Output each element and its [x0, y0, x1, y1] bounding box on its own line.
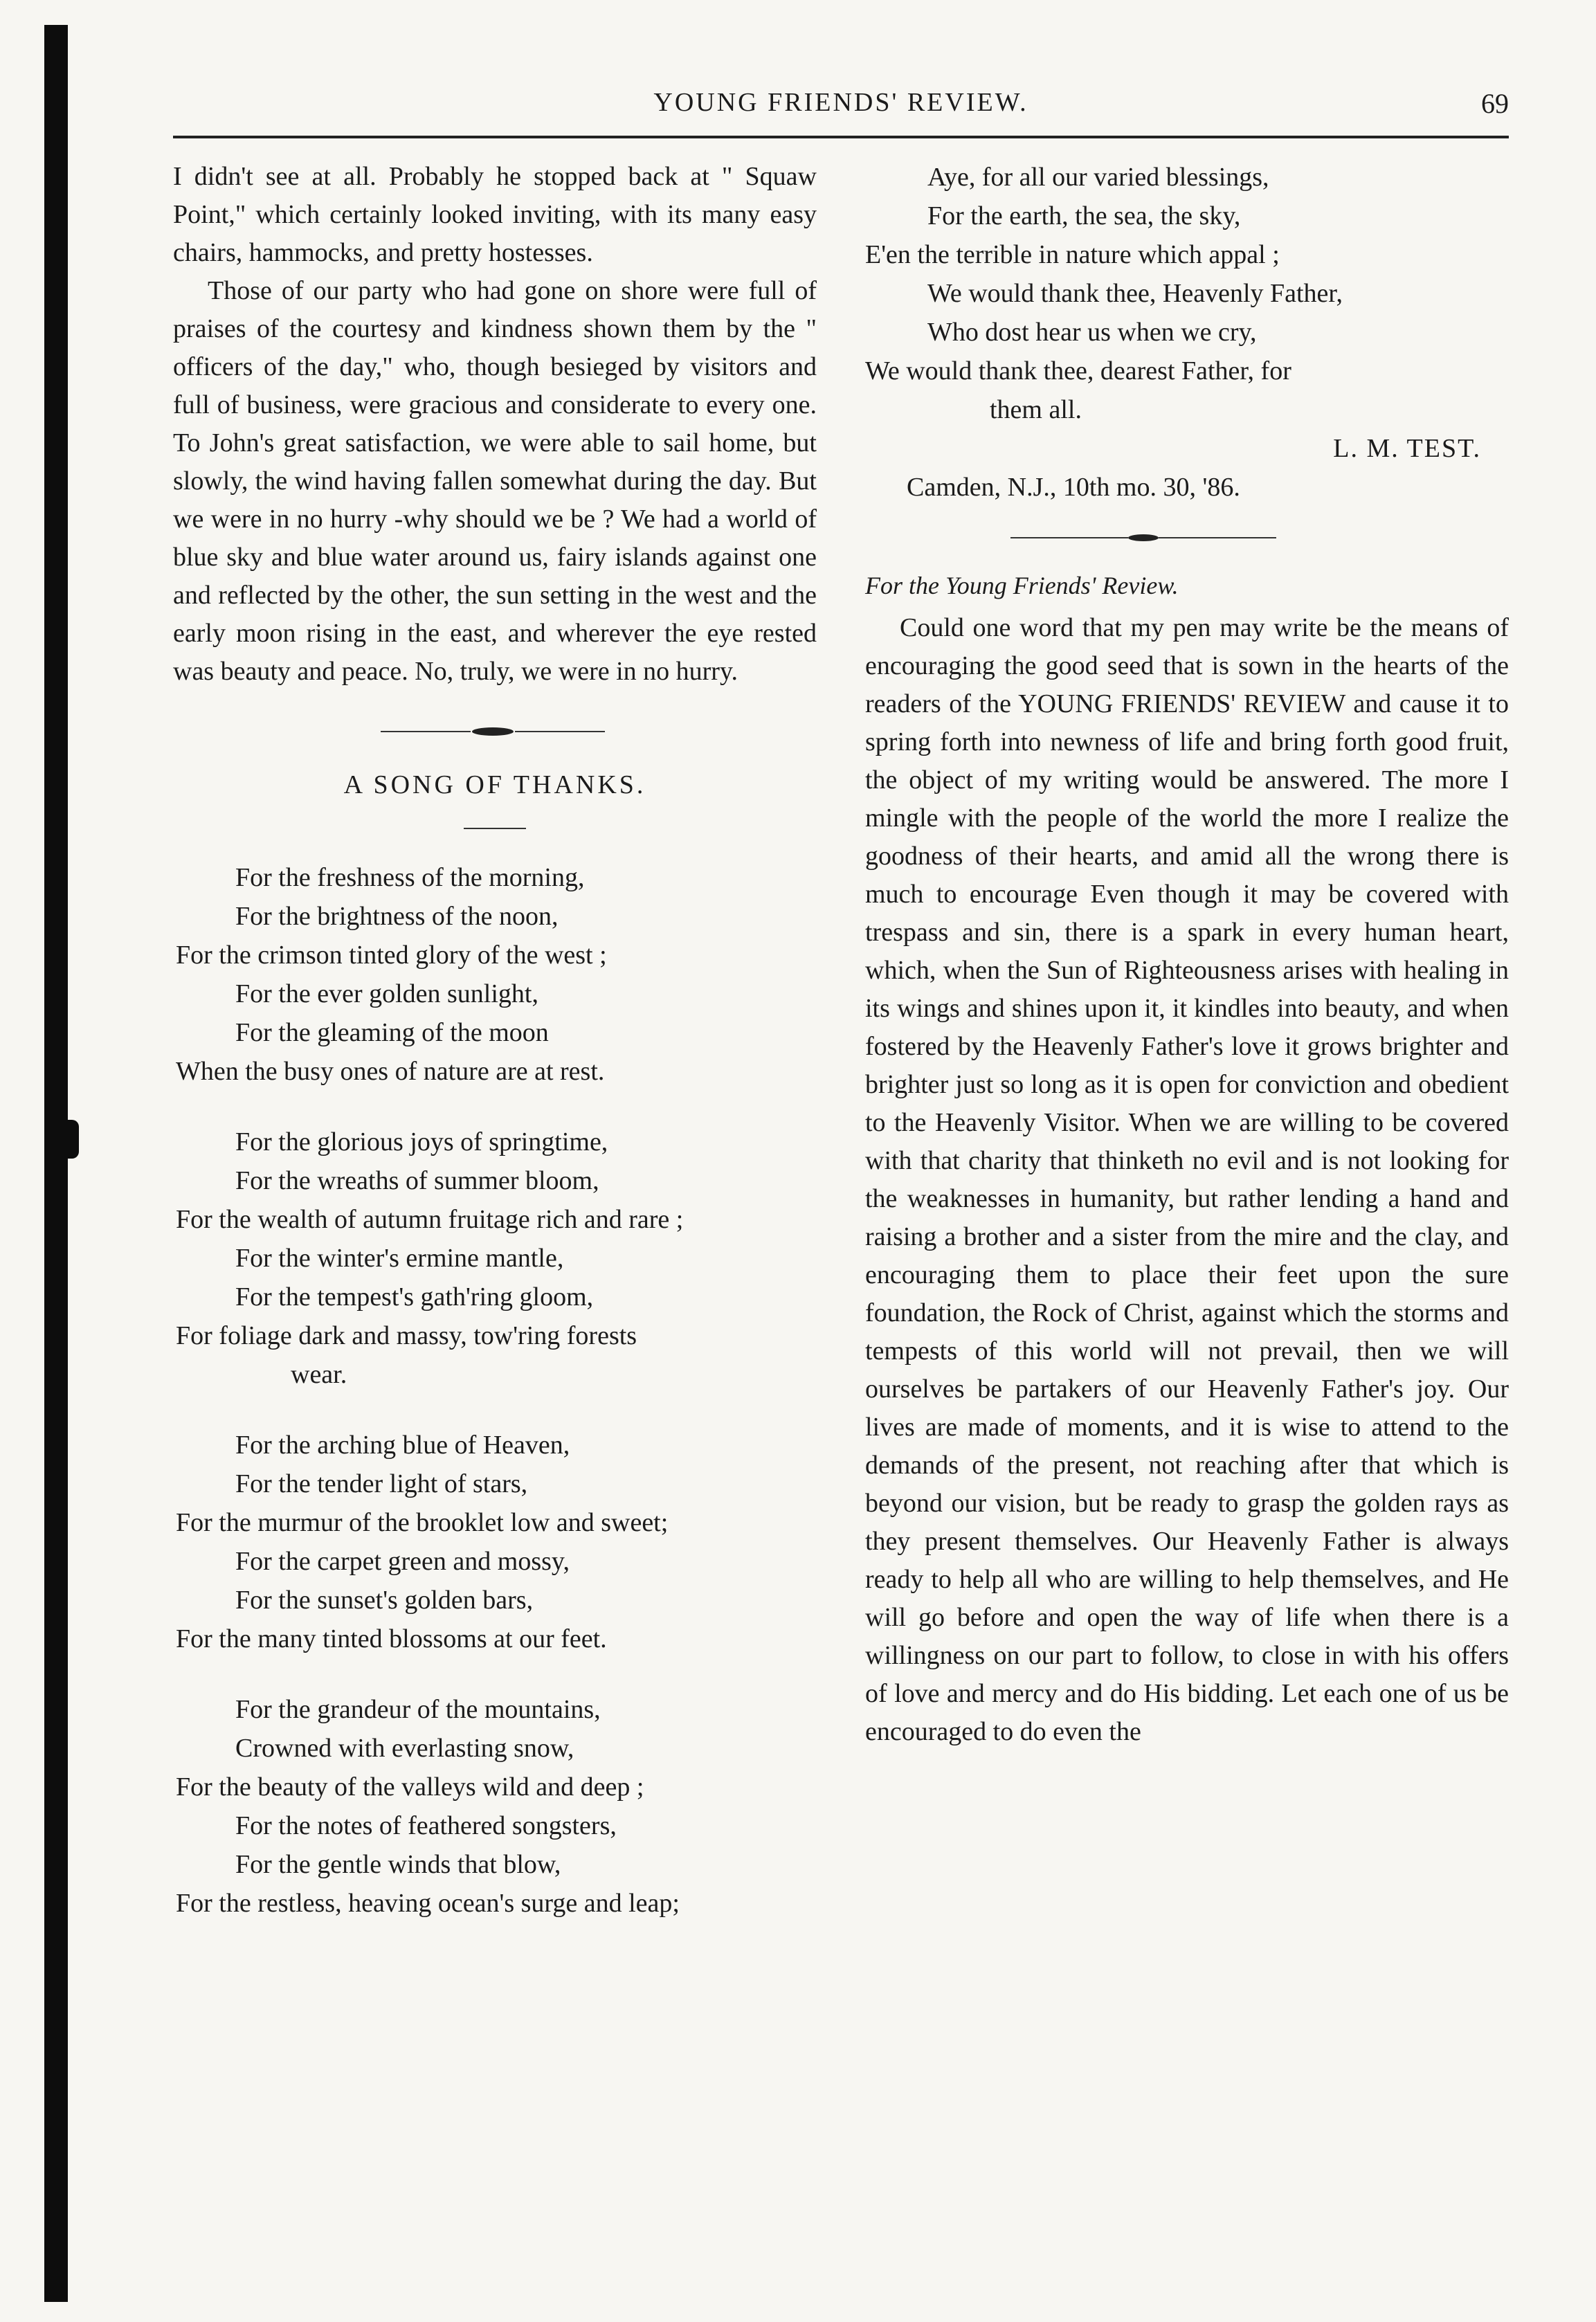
song-stanza-1	[173, 858, 817, 1091]
song-title: A SONG OF THANKS.	[343, 770, 646, 799]
verse-line: wear.	[291, 1360, 347, 1389]
verse-line: For the gentle winds that blow,	[235, 1850, 561, 1879]
verse-line: For the beauty of the valleys wild and deep ;	[176, 1772, 644, 1802]
left-column	[173, 158, 817, 1954]
verse-line: For the restless, heaving ocean's surge and leap;	[176, 1889, 680, 1918]
verse-line: For the grandeur of the mountains,	[235, 1695, 601, 1724]
poem-signature: L. M. TEST.	[1333, 434, 1481, 463]
section-ornament	[865, 527, 1509, 548]
binding-edge	[44, 25, 68, 2302]
header-rule	[173, 136, 1509, 138]
verse-line: Aye, for all our varied blessings,	[927, 163, 1269, 192]
verse-line: For the wreaths of summer bloom,	[235, 1166, 599, 1195]
song-stanza-4	[173, 1690, 817, 1923]
verse-line: For the murmur of the brooklet low and sweet;	[176, 1508, 669, 1537]
verse-line: For the sunset's golden bars,	[235, 1586, 534, 1615]
song-stanza-2	[173, 1123, 817, 1394]
verse-line: For the crimson tinted glory of the west ;	[176, 941, 607, 970]
verse-line: For the wealth of autumn fruitage rich and rare ;	[176, 1205, 684, 1234]
verse-line: For foliage dark and massy, tow'ring forests	[176, 1321, 637, 1350]
article-body: Could one word that my pen may write be the means of encouraging the good seed that is sown in the hearts of the readers of the YOUNG FRIENDS' REVIEW and cause it to spring forth into newness of life and bring forth good fruit, the object of my writing would be answered. The more I mingle with the people of the world the more I realize the goodness of their hearts, and amid all the wrong there is much to encourage Even though it may be covered with trespass and sin, there is a spark in every human heart, which, when the Sun of Righteousness arises with healing in its wings and shines upon it, it kindles into beauty, and when fostered by the Heavenly Father's love it grows brighter and brighter just so long as it is open for conviction and obedient to the Heavenly Visitor. When we are willing to be covered with that charity that thinketh no evil and is not looking for the weaknesses in humanity, but rather lending a hand and raising a brother and a sister from the mire and the clay, and encouraging them to place their feet upon the sure foundation, the Rock of Christ, against which the storms and tempests of this world will not prevail, then we will ourselves be partakers of our Heavenly Father's joy. Our lives are made of moments, and it is wise to attend to the demands of the present, not reaching after that which is beyond our vision, but be ready to grasp the golden rays as they present themselves. Our Heavenly Father is always ready to help all who are willing to help themselves, and He will go before and open the way of life when there is a willingness on our part to follow, to close in with his offers of love and mercy and do His bidding. Let each one of us be encouraged to do even the	[865, 613, 1509, 1746]
ornament-center	[1128, 534, 1159, 541]
verse-line: We would thank thee, Heavenly Father,	[927, 279, 1343, 308]
ornament-line-right	[1159, 537, 1276, 538]
poem-dateline: Camden, N.J., 10th mo. 30, '86.	[907, 473, 1240, 502]
verse-line: For the notes of feathered songsters,	[235, 1811, 617, 1840]
verse-line: For the earth, the sea, the sky,	[927, 201, 1241, 230]
verse-line: E'en the terrible in nature which appal ;	[865, 240, 1280, 269]
verse-line: For the tempest's gath'ring gloom,	[235, 1282, 594, 1312]
story-continuation-paragraph: I didn't see at all. Probably he stopped back at " Squaw Point," which certainly looked inviting, with its many easy chairs, hammocks, and pretty hostesses.	[173, 162, 817, 267]
ornament-line-left	[381, 731, 471, 732]
article-byline: For the Young Friends' Review.	[865, 572, 1179, 599]
verse-line: For the freshness of the morning,	[235, 863, 585, 892]
verse-line: For the tender light of stars,	[235, 1469, 528, 1498]
verse-line: For the winter's ermine mantle,	[235, 1244, 564, 1273]
ornament-center	[472, 727, 514, 736]
ornament-line-left	[1010, 537, 1128, 538]
right-column	[865, 158, 1509, 1751]
page-number: 69	[1481, 88, 1509, 119]
verse-line: For the gleaming of the moon	[235, 1018, 549, 1047]
verse-line: For the glorious joys of springtime,	[235, 1127, 608, 1157]
verse-line: Crowned with everlasting snow,	[235, 1734, 574, 1763]
running-head: YOUNG FRIENDS' REVIEW.	[653, 88, 1028, 117]
section-ornament	[173, 721, 817, 742]
verse-line: them all.	[990, 395, 1082, 424]
verse-line: We would thank thee, dearest Father, for	[865, 356, 1291, 386]
verse-line: For the many tinted blossoms at our feet.	[176, 1624, 607, 1653]
ornament-line-right	[515, 731, 605, 732]
verse-line: When the busy ones of nature are at rest.	[176, 1057, 605, 1086]
verse-line: For the ever golden sunlight,	[235, 979, 538, 1008]
title-rule	[464, 828, 526, 829]
song-stanza-3	[173, 1426, 817, 1658]
verse-line: For the carpet green and mossy,	[235, 1547, 570, 1576]
verse-line: For the brightness of the noon,	[235, 902, 559, 931]
verse-line: For the arching blue of Heaven,	[235, 1431, 570, 1460]
story-final-paragraph: Those of our party who had gone on shore were full of praises of the courtesy and kindness shown them by the " officers of the day," who, though besieged by visitors and full of business, were gracious and considerate to every one. To John's great satisfaction, we were able to sail home, but slowly, the wind having fallen somewhat during the day. But we were in no hurry -why should we be ? We had a world of blue sky and blue water around us, fairy islands against one and reflected by the other, the sun setting in the west and the early moon rising in the east, and wherever the eye rested was beauty and peace. No, truly, we were in no hurry.	[173, 276, 817, 686]
binding-notch	[68, 1120, 79, 1159]
page	[173, 78, 1509, 2278]
page-header	[173, 78, 1509, 133]
verse-line: Who dost hear us when we cry,	[927, 318, 1257, 347]
song-stanza-5	[865, 158, 1509, 429]
